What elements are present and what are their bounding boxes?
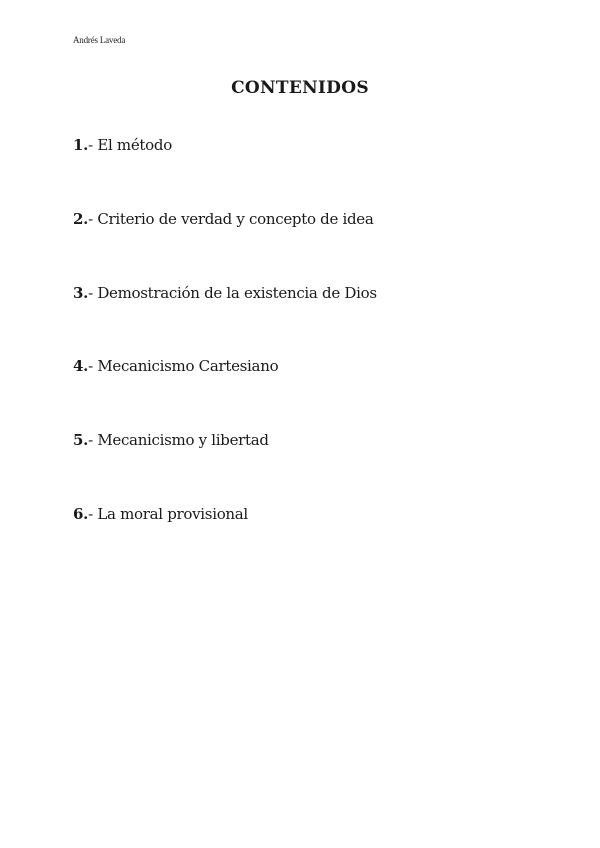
- toc-item-separator: -: [88, 357, 98, 375]
- toc-item-2: [73, 210, 374, 228]
- toc-item-1: [73, 136, 172, 154]
- toc-item-separator: -: [88, 505, 98, 523]
- toc-item-4: [73, 357, 278, 375]
- toc-item-5: [73, 431, 269, 449]
- toc-item-number: 1.: [73, 136, 89, 154]
- toc-item-text: Demostración de la existencia de Dios: [97, 284, 377, 302]
- toc-item-separator: -: [88, 210, 98, 228]
- toc-item-text: Mecanicismo y libertad: [97, 431, 269, 449]
- toc-item-number: 2.: [73, 210, 89, 228]
- toc-item-separator: -: [88, 284, 98, 302]
- toc-item-text: Mecanicismo Cartesiano: [97, 357, 279, 375]
- page-header-author: Andrés Laveda: [73, 35, 126, 45]
- page-title: CONTENIDOS: [231, 78, 369, 98]
- toc-item-text: Criterio de verdad y concepto de idea: [97, 210, 374, 228]
- toc-item-number: 6.: [73, 505, 89, 523]
- toc-item-separator: -: [88, 136, 98, 154]
- toc-item-number: 3.: [73, 284, 89, 302]
- toc-item-6: [73, 505, 248, 523]
- toc-item-number: 5.: [73, 431, 89, 449]
- toc-item-3: [73, 284, 377, 302]
- toc-item-separator: -: [88, 431, 98, 449]
- toc-item-text: El método: [97, 136, 172, 154]
- toc-item-text: La moral provisional: [97, 505, 248, 523]
- toc-item-number: 4.: [73, 357, 89, 375]
